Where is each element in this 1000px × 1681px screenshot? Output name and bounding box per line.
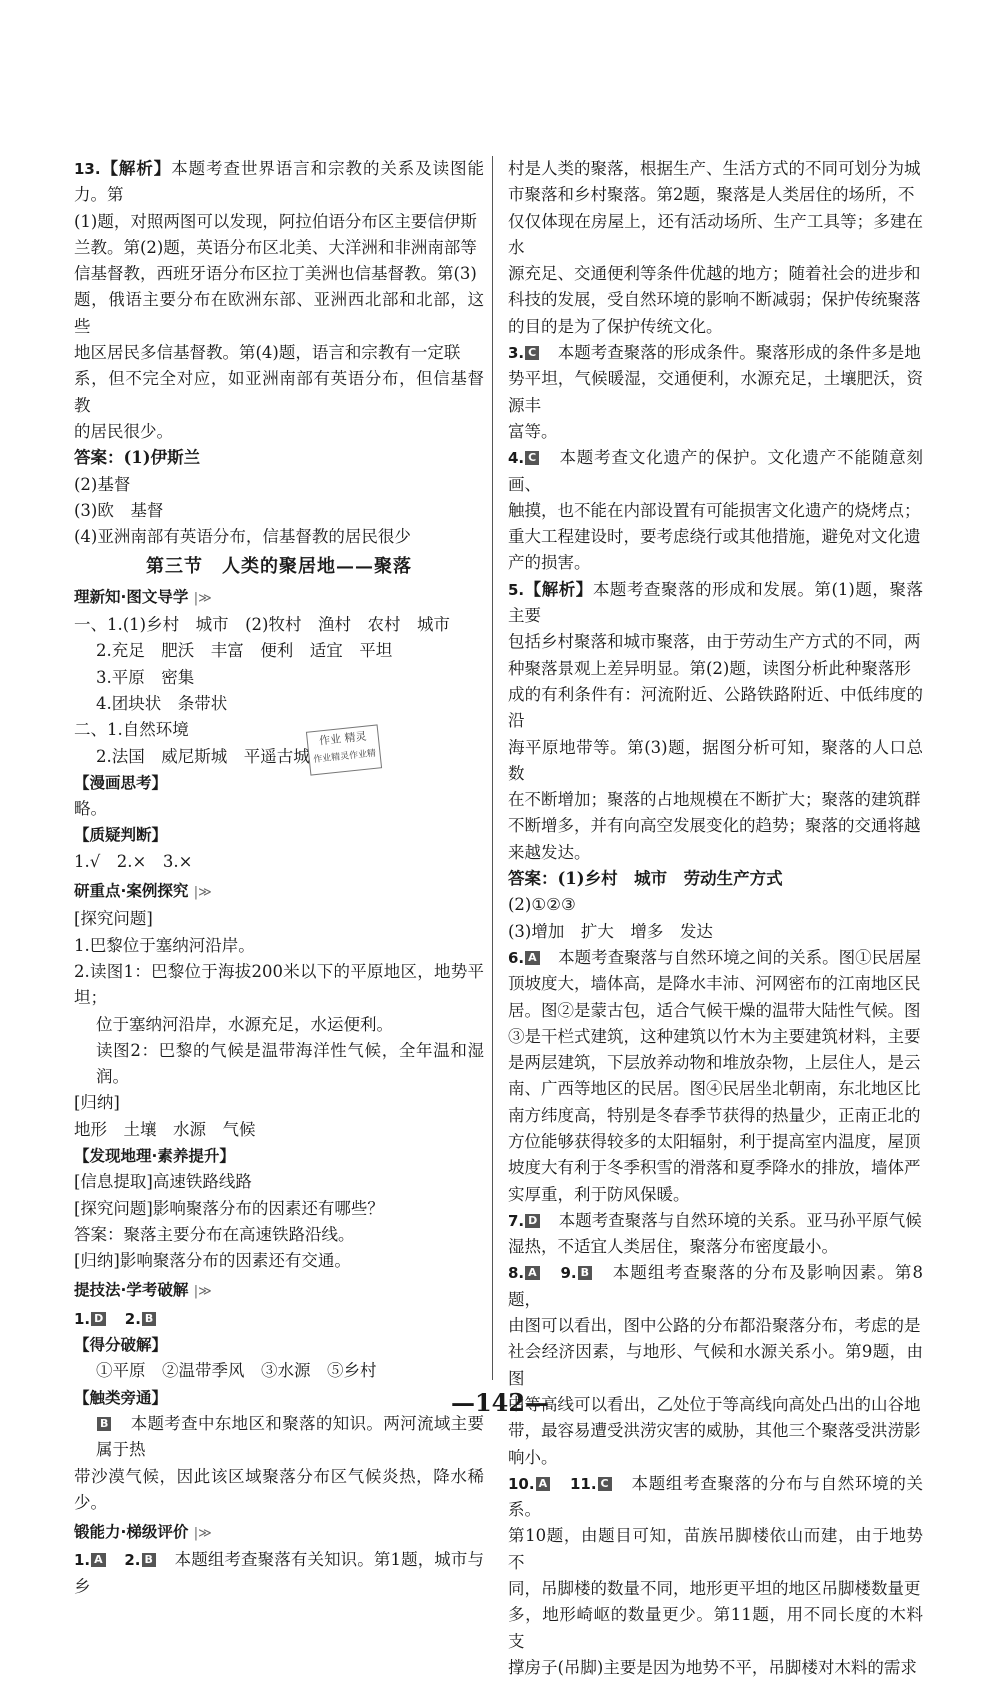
text-line: 读图2：巴黎的气候是温带海洋性气候，全年温和湿润。 bbox=[96, 1040, 484, 1087]
text-line: 南、广西等地区的民居。图④民居坐北朝南，东北地区比 bbox=[508, 1079, 921, 1099]
text-line: [探究问题]影响聚落分布的因素还有哪些？ bbox=[74, 1198, 384, 1218]
answer-key: C bbox=[598, 1477, 612, 1491]
text-line: 势平坦，气候暖湿，交通便利，水源充足，土壤肥沃，资源丰 bbox=[508, 369, 923, 415]
answer-line: 答案：(1)乡村 城市 劳动生产方式 bbox=[508, 869, 783, 889]
text-line: 村是人类的聚落，根据生产、生活方式的不同可划分为城 bbox=[508, 159, 921, 178]
text-line: 2.充足 肥沃 丰富 便利 适宜 平坦 bbox=[96, 641, 393, 661]
arrow-icon: |≫ bbox=[193, 885, 212, 901]
text-line: 1.√ 2.× 3.× bbox=[74, 851, 193, 871]
text-line: ③是干栏式建筑，这种建筑以竹木为主要建筑材料，主要 bbox=[508, 1026, 921, 1046]
text-line: ①平原 ②温带季风 ③水源 ⑤乡村 bbox=[96, 1361, 377, 1381]
text-line: 触摸，也不能在内部设置有可能损害文化遗产的烧烤点； bbox=[508, 500, 921, 520]
text-line: 由图可以看出，图中公路的分布都沿聚落分布，考虑的是 bbox=[508, 1316, 921, 1336]
answer-key: B bbox=[578, 1266, 592, 1280]
text-line: 地形 土壤 水源 气候 bbox=[74, 1119, 256, 1139]
text-line: 第10题，由题目可知，苗族吊脚楼依山而建，由于地势不 bbox=[508, 1526, 923, 1572]
text-line: 2.法国 威尼斯城 平遥古城 bbox=[96, 746, 310, 766]
q7: 7. D 本题考查聚落与自然环境的关系。亚马孙平原气候 bbox=[508, 1210, 922, 1230]
heading-zhiyi: 【质疑判断】 bbox=[74, 826, 168, 845]
text-line: 科技的发展，受自然环境的影响不断减弱；保护传统聚落 bbox=[508, 290, 921, 310]
text-line: 社会经济因素，与地形、气候和水源关系小。第9题，由图 bbox=[508, 1342, 923, 1388]
answer-line: 答案：(1)伊斯兰 bbox=[74, 448, 201, 468]
heading-defen: 【得分破解】 bbox=[74, 1336, 168, 1355]
heading-manhua: 【漫画思考】 bbox=[74, 773, 168, 792]
q8-9: 8. A 9. B 本题组考查聚落的分布及影响因素。第8题， bbox=[508, 1263, 924, 1309]
text-line: 成的有利条件有：河流附近、公路铁路附近、中低纬度的沿 bbox=[508, 684, 923, 731]
q1-2-line: 1. A 2. B 本题组考查聚落有关知识。第1题，城市与乡 bbox=[74, 1550, 485, 1596]
answer-key: D bbox=[525, 1214, 540, 1228]
answer-key: C bbox=[525, 346, 539, 360]
section-title: 第三节 人类的聚居地——聚落 bbox=[146, 556, 412, 578]
text-line: 的目的是为了保护传统文化。 bbox=[508, 316, 723, 336]
text-line: (1)题，对照两图可以发现，阿拉伯语分布区主要信伊斯 bbox=[74, 211, 477, 231]
text-line: 坡度大有利于冬季积雪的滑落和夏季降水的排放，墙体严 bbox=[508, 1158, 921, 1178]
answer-key: A bbox=[91, 1553, 106, 1567]
q13-explanation: 13.【解析】本题考查世界语言和宗教的关系及读图能力。第 bbox=[74, 159, 485, 205]
text-line: 位于塞纳河沿岸，水源充足，水运便利。 bbox=[96, 1014, 393, 1034]
answer-key: A bbox=[536, 1477, 551, 1491]
text-line: 3.平原 密集 bbox=[96, 667, 195, 687]
heading-faxian: 【发现地理·素养提升】 bbox=[74, 1146, 235, 1165]
heading-tanjiu: [探究问题] bbox=[74, 909, 153, 929]
text-line: 地区居民多信基督教。第(4)题，语言和宗教有一定联 bbox=[74, 343, 461, 363]
answer-key: D bbox=[91, 1312, 106, 1326]
text-line: [归纳]影响聚落分布的因素还有交通。 bbox=[74, 1251, 351, 1271]
text-line: 二、1.自然环境 bbox=[74, 720, 189, 740]
answer-key: A bbox=[525, 951, 540, 965]
answer-key: B bbox=[142, 1312, 156, 1326]
text-line: 产的损害。 bbox=[508, 553, 591, 573]
heading-guina: [归纳] bbox=[74, 1093, 120, 1113]
answer-key: B bbox=[142, 1553, 156, 1567]
text-line: 在不断增加；聚落的占地规模在不断扩大；聚落的建筑群 bbox=[508, 790, 921, 810]
text-line: 一、1.(1)乡村 城市 (2)牧村 渔村 农村 城市 bbox=[74, 615, 450, 635]
text-line: 多，地形崎岖的数量更少。第11题，用不同长度的木料支 bbox=[508, 1605, 923, 1651]
text-line: 响小。 bbox=[508, 1447, 558, 1467]
answer-key: C bbox=[525, 451, 539, 465]
heading-yanzhongdian: 研重点·案例探究 |≫ bbox=[74, 882, 212, 901]
answer-key: A bbox=[525, 1266, 540, 1280]
q10-11: 10. A 11. C 本题组考查聚落的分布与自然环境的关系。 bbox=[508, 1473, 923, 1520]
left-column bbox=[74, 156, 484, 1600]
column-divider bbox=[492, 156, 493, 1380]
q3: 3. C 本题考查聚落的形成条件。聚落形成的条件多是地 bbox=[508, 343, 921, 363]
q5: 5.【解析】本题考查聚落的形成和发展。第(1)题，聚落主要 bbox=[508, 579, 924, 626]
text-line: 系，但不完全对应，如亚洲南部有英语分布，但信基督教 bbox=[74, 369, 484, 415]
heading-lixinzhi: 理新知·图文导学 |≫ bbox=[74, 587, 212, 606]
answer-line: (3)欧 基督 bbox=[74, 500, 164, 520]
text-line: 富等。 bbox=[508, 421, 558, 441]
text-line: 是两层建筑，下层放养动物和堆放杂物，上层住人，是云 bbox=[508, 1053, 921, 1073]
text-line: [信息提取]高速铁路线路 bbox=[74, 1172, 252, 1192]
tijifa-answers: 1. D 2. B bbox=[74, 1306, 484, 1332]
arrow-icon: |≫ bbox=[193, 590, 212, 606]
text-line: 重大工程建设时，要考虑绕行或其他措施，避免对文化遗 bbox=[508, 527, 921, 547]
text-line: 答案：聚落主要分布在高速铁路沿线。 bbox=[74, 1224, 355, 1244]
text-line: 市聚落和乡村聚落。第2题，聚落是人类居住的场所，不 bbox=[508, 185, 915, 205]
q6: 6. A 本题考查聚落与自然环境之间的关系。图①民居屋 bbox=[508, 947, 922, 967]
right-column bbox=[508, 156, 923, 1681]
text-line: 带沙漠气候，因此该区域聚落分布区气候炎热，降水稀少。 bbox=[74, 1466, 484, 1512]
answer-line: (4)亚洲南部有英语分布，信基督教的居民很少 bbox=[74, 527, 411, 547]
heading-tijifa: 提技法·学考破解 |≫ bbox=[74, 1281, 212, 1300]
heading-chulei: 【触类旁通】 bbox=[74, 1388, 168, 1407]
text-line: 2.读图1：巴黎位于海拔200米以下的平原地区，地势平坦； bbox=[74, 961, 484, 1008]
text-line: 不断增多，并有向高空发展变化的趋势；聚落的交通将越 bbox=[508, 816, 921, 836]
text-line: 海平原地带等。第(3)题，据图分析可知，聚落的人口总数 bbox=[508, 737, 923, 783]
text-line: 顶坡度大，墙体高，是降水丰沛、河网密布的江南地区民 bbox=[508, 974, 921, 994]
text-line: 题，俄语主要分布在欧洲东部、亚洲西北部和北部，这些 bbox=[74, 290, 484, 336]
text-line: 包括乡村聚落和城市聚落，由于劳动生产方式的不同，两 bbox=[508, 632, 921, 652]
page-number: —142— bbox=[450, 1388, 550, 1417]
chulei-line: B 本题考查中东地区和聚落的知识。两河流域主要属于热 bbox=[96, 1413, 485, 1460]
text-line: 同，吊脚楼的数量不同，地形更平坦的地区吊脚楼数量更 bbox=[508, 1579, 921, 1599]
arrow-icon: |≫ bbox=[193, 1284, 212, 1300]
text-line: 兰教。第(2)题，英语分布区北美、大洋洲和非洲南部等 bbox=[74, 237, 477, 257]
homework-stamp: 作业 精灵 作业精灵作业精 bbox=[306, 724, 382, 775]
text-line: 4.团块状 条带状 bbox=[96, 693, 228, 713]
text-line: 居。图②是蒙古包，适合气候干燥的温带大陆性气候。图 bbox=[508, 1000, 921, 1020]
q4: 4. C 本题考查文化遗产的保护。文化遗产不能随意刻画、 bbox=[508, 448, 924, 494]
heading-duanlian: 锻能力·梯级评价 |≫ bbox=[74, 1523, 212, 1542]
text-line: 撑房子(吊脚)主要是因为地势不平，吊脚楼对木料的需求 bbox=[508, 1657, 917, 1677]
text-line: 种聚落景观上差异明显。第(2)题，读图分析此种聚落形 bbox=[508, 658, 911, 678]
answer-line: (2)①②③ bbox=[508, 895, 576, 915]
text-line: 中等高线可以看出，乙处位于等高线向高处凸出的山谷地 bbox=[508, 1394, 921, 1414]
answer-line: (2)基督 bbox=[74, 474, 131, 494]
text-line: 来越发达。 bbox=[508, 842, 591, 862]
text-line: 信基督教，西班牙语分布区拉丁美洲也信基督教。第(3) bbox=[74, 264, 477, 284]
arrow-icon: |≫ bbox=[193, 1526, 212, 1542]
text-line: 湿热，不适宜人类居住，聚落分布密度最小。 bbox=[508, 1237, 838, 1257]
text-line: 带，最容易遭受洪涝灾害的威胁，其他三个聚落受洪涝影 bbox=[508, 1421, 921, 1441]
answer-key: B bbox=[97, 1417, 111, 1431]
text-line: 仅仅体现在房屋上，还有活动场所、生产工具等；多建在水 bbox=[508, 211, 923, 257]
text-line: 略。 bbox=[74, 799, 107, 819]
text-line: 1.巴黎位于塞纳河沿岸。 bbox=[74, 935, 255, 955]
text-line: 方位能够获得较多的太阳辐射，利于提高室内温度，屋顶 bbox=[508, 1131, 921, 1151]
text-line: 源充足、交通便利等条件优越的地方；随着社会的进步和 bbox=[508, 264, 921, 284]
answer-line: (3)增加 扩大 增多 发达 bbox=[508, 921, 713, 941]
text-line: 南方纬度高，特别是冬春季节获得的热量少，正南正北的 bbox=[508, 1105, 921, 1125]
text-line: 的居民很少。 bbox=[74, 421, 173, 441]
text-line: 实厚重，利于防风保暖。 bbox=[508, 1184, 690, 1204]
